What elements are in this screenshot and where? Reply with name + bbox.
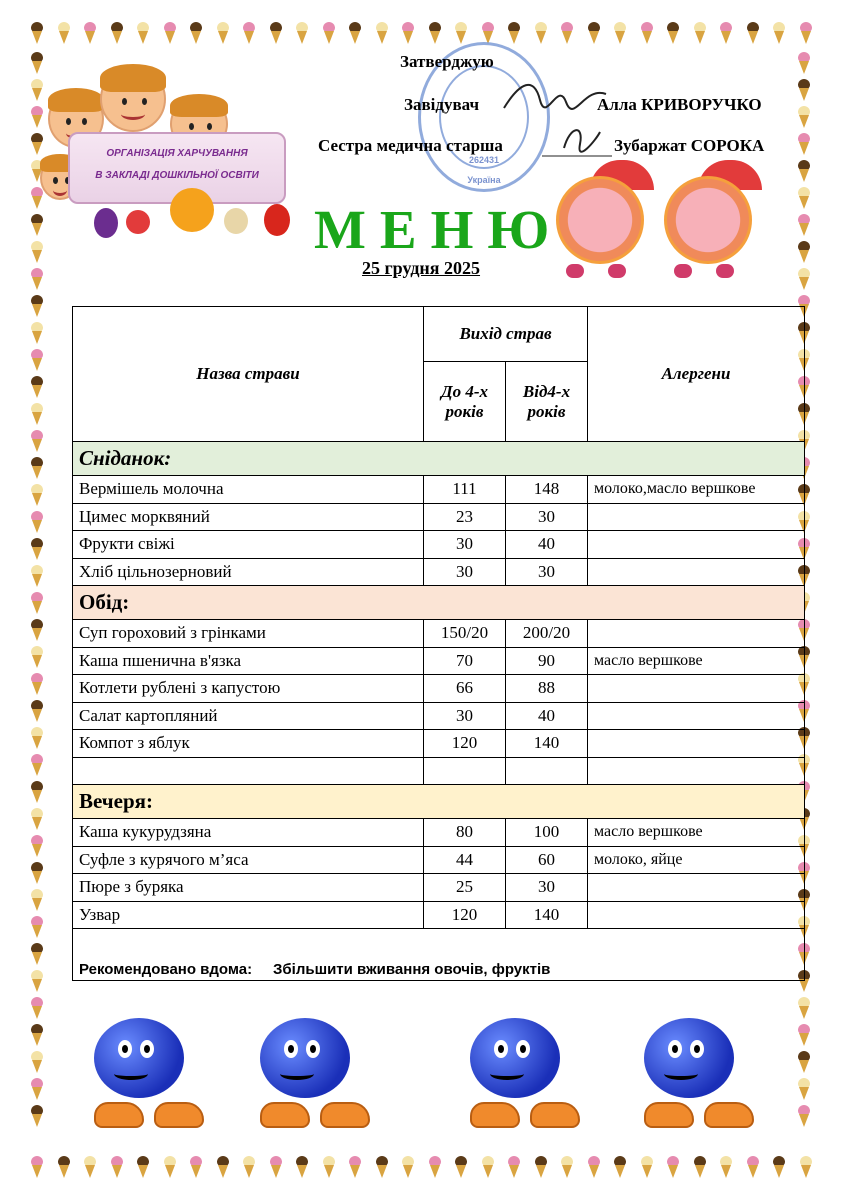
ice-cream-icon [30, 376, 44, 398]
table-row [73, 757, 805, 785]
ice-cream-icon [110, 22, 124, 44]
ice-cream-icon [216, 1156, 230, 1178]
head-name: Алла КРИВОРУЧКО [597, 95, 762, 114]
ice-cream-icon [30, 1105, 44, 1127]
ice-cream-icon [799, 22, 813, 44]
allergens-cell: масло вершкове [588, 819, 805, 847]
under-4-cell [424, 757, 506, 785]
under-4-cell: 30 [424, 558, 506, 586]
ice-cream-icon [428, 22, 442, 44]
under-4-cell: 23 [424, 503, 506, 531]
ice-cream-icon [30, 484, 44, 506]
ice-cream-icon [110, 1156, 124, 1178]
dish-name-cell: Суфле з курячого м’яса [73, 846, 424, 874]
under-4-cell: 25 [424, 874, 506, 902]
ice-cream-icon [534, 1156, 548, 1178]
section-row [73, 442, 805, 476]
head-title: Завідувач [404, 95, 480, 114]
allergens-cell [588, 503, 805, 531]
over-4-cell: 60 [506, 846, 588, 874]
over-4-cell: 30 [506, 558, 588, 586]
allergens-cell: молоко, яйце [588, 846, 805, 874]
menu-title: МЕНЮ [314, 199, 564, 260]
ice-cream-icon [797, 133, 811, 155]
ice-cream-icon [587, 22, 601, 44]
table-row [73, 730, 805, 758]
allergens-cell [588, 730, 805, 758]
allergens-cell: масло вершкове [588, 647, 805, 675]
dish-name-cell [73, 757, 424, 785]
child-face-icon [100, 66, 166, 132]
over-4-cell: 40 [506, 702, 588, 730]
ice-cream-icon [587, 1156, 601, 1178]
ice-cream-icon [640, 1156, 654, 1178]
over-4-cell: 30 [506, 503, 588, 531]
ice-cream-icon [746, 22, 760, 44]
under-4-cell: 120 [424, 901, 506, 929]
blueberry-character-icon [614, 1018, 774, 1128]
section-title: Сніданок: [73, 442, 805, 476]
ice-cream-icon [295, 22, 309, 44]
ice-cream-icon [30, 997, 44, 1019]
ice-cream-icon [295, 1156, 309, 1178]
under-4-cell: 70 [424, 647, 506, 675]
eggplant-icon [94, 208, 118, 238]
ice-cream-icon [746, 1156, 760, 1178]
table-row [73, 819, 805, 847]
nurse-name: Зубаржат СОРОКА [614, 136, 765, 155]
ice-cream-icon [560, 22, 574, 44]
ice-cream-icon [640, 22, 654, 44]
over-4-cell: 140 [506, 901, 588, 929]
dish-name-cell: Цимес морквяний [73, 503, 424, 531]
ice-cream-icon [30, 22, 44, 44]
ice-cream-icon [30, 862, 44, 884]
allergens-cell [588, 702, 805, 730]
ice-cream-icon [30, 943, 44, 965]
ice-cream-icon [83, 22, 97, 44]
ice-cream-icon [454, 22, 468, 44]
column-under-4: До 4-х років [424, 362, 506, 442]
table-row [73, 558, 805, 586]
ice-cream-icon [30, 835, 44, 857]
nurse-signature [540, 118, 614, 162]
over-4-cell: 200/20 [506, 620, 588, 648]
ice-cream-icon [30, 754, 44, 776]
dish-name-cell: Вермішель молочна [73, 476, 424, 504]
ice-cream-icon [797, 1024, 811, 1046]
ice-cream-icon [30, 322, 44, 344]
ice-cream-icon [797, 997, 811, 1019]
ice-cream-icon [719, 22, 733, 44]
over-4-cell: 90 [506, 647, 588, 675]
ice-cream-icon [772, 22, 786, 44]
ice-cream-icon [30, 565, 44, 587]
ice-cream-icon [693, 1156, 707, 1178]
ice-cream-icon [30, 808, 44, 830]
ice-cream-icon [401, 1156, 415, 1178]
ice-cream-icon [797, 1078, 811, 1100]
ice-cream-icon [401, 22, 415, 44]
dish-name-cell: Каша пшенична в'язка [73, 647, 424, 675]
dish-name-cell: Компот з яблук [73, 730, 424, 758]
allergens-cell [588, 901, 805, 929]
under-4-cell: 30 [424, 702, 506, 730]
column-dish-name: Назва страви [73, 307, 424, 442]
organization-line-2: В ЗАКЛАДІ ДОШКІЛЬНОЇ ОСВІТИ [95, 170, 259, 181]
ice-cream-icon [30, 268, 44, 290]
column-output: Вихід страв [424, 307, 588, 362]
allergens-cell [588, 531, 805, 559]
ice-cream-icon [30, 457, 44, 479]
recommendation-row [73, 929, 805, 981]
column-allergens: Алергени [588, 307, 805, 442]
ice-cream-icon [797, 268, 811, 290]
ice-cream-icon [348, 1156, 362, 1178]
ice-cream-icon [375, 22, 389, 44]
dish-name-cell: Пюре з буряка [73, 874, 424, 902]
ice-cream-icon [30, 1024, 44, 1046]
organization-illustration [40, 60, 290, 245]
ice-cream-icon [772, 1156, 786, 1178]
ice-cream-icon [797, 241, 811, 263]
ice-cream-icon [797, 187, 811, 209]
allergens-cell [588, 675, 805, 703]
pepper-icon [264, 204, 290, 236]
table-row [73, 503, 805, 531]
dish-name-cell: Фрукти свіжі [73, 531, 424, 559]
ice-cream-icon [30, 403, 44, 425]
allergens-cell [588, 757, 805, 785]
ice-cream-icon [797, 1105, 811, 1127]
table-row [73, 620, 805, 648]
section-row [73, 785, 805, 819]
allergens-cell [588, 620, 805, 648]
ice-cream-icon [719, 1156, 733, 1178]
ice-cream-icon [797, 1051, 811, 1073]
ice-cream-icon [30, 781, 44, 803]
under-4-cell: 66 [424, 675, 506, 703]
stamp-text-1: Україна [467, 175, 501, 185]
ice-cream-icon [216, 22, 230, 44]
section-title: Вечеря: [73, 785, 805, 819]
recommendation-label: Рекомендовано вдома: [79, 961, 253, 978]
under-4-cell: 150/20 [424, 620, 506, 648]
grapefruit-character-icon [552, 166, 652, 278]
ice-cream-icon [57, 1156, 71, 1178]
table-row [73, 702, 805, 730]
over-4-cell: 140 [506, 730, 588, 758]
ice-cream-icon [242, 22, 256, 44]
dish-name-cell: Салат картопляний [73, 702, 424, 730]
recommendation-text: Збільшити вживання овочів, фруктів [272, 961, 551, 978]
dish-name-cell: Каша кукурудзяна [73, 819, 424, 847]
ice-cream-icon [57, 22, 71, 44]
column-over-4: Від4-х років [506, 362, 588, 442]
ice-cream-icon [30, 727, 44, 749]
under-4-cell: 80 [424, 819, 506, 847]
dish-name-cell: Суп гороховий з грінками [73, 620, 424, 648]
ice-cream-icon [30, 538, 44, 560]
ice-cream-icon [30, 1078, 44, 1100]
ice-cream-icon [30, 430, 44, 452]
under-4-cell: 120 [424, 730, 506, 758]
ice-cream-icon [163, 1156, 177, 1178]
ice-cream-icon [30, 673, 44, 695]
ice-cream-icon [30, 1051, 44, 1073]
ice-cream-icon [30, 916, 44, 938]
dish-name-cell: Котлети рублені з капустою [73, 675, 424, 703]
ice-cream-icon [454, 1156, 468, 1178]
ice-cream-icon [189, 1156, 203, 1178]
allergens-cell [588, 874, 805, 902]
stamp-text-2: 262431 [468, 155, 500, 165]
ice-cream-icon [136, 1156, 150, 1178]
table-row [73, 476, 805, 504]
ice-cream-icon [30, 1156, 44, 1178]
dish-name-cell: Узвар [73, 901, 424, 929]
ice-cream-icon [30, 889, 44, 911]
over-4-cell: 40 [506, 531, 588, 559]
ice-cream-icon [30, 349, 44, 371]
ice-cream-icon [693, 22, 707, 44]
ice-cream-icon [534, 22, 548, 44]
ice-cream-icon [666, 22, 680, 44]
organization-line-1: ОРГАНІЗАЦІЯ ХАРЧУВАННЯ [106, 148, 248, 159]
ice-cream-icon [269, 1156, 283, 1178]
over-4-cell: 100 [506, 819, 588, 847]
ice-cream-icon [348, 22, 362, 44]
nurse-title: Сестра медична старша [318, 136, 503, 155]
menu-table [72, 306, 805, 981]
ice-cream-icon [797, 106, 811, 128]
ice-cream-icon [30, 700, 44, 722]
over-4-cell: 88 [506, 675, 588, 703]
ice-cream-icon [481, 1156, 495, 1178]
menu-date: 25 грудня 2025 [362, 258, 481, 278]
ice-cream-icon [163, 22, 177, 44]
ice-cream-icon [797, 52, 811, 74]
table-row [73, 901, 805, 929]
ice-cream-icon [322, 22, 336, 44]
section-title: Обід: [73, 586, 805, 620]
ice-cream-icon [481, 22, 495, 44]
blueberry-character-icon [230, 1018, 390, 1128]
under-4-cell: 111 [424, 476, 506, 504]
ice-cream-icon [30, 592, 44, 614]
ice-cream-icon [560, 1156, 574, 1178]
orange-icon [170, 188, 214, 232]
ice-cream-icon [269, 22, 283, 44]
ice-cream-icon [30, 295, 44, 317]
ice-cream-icon [797, 214, 811, 236]
blueberry-character-icon [64, 1018, 224, 1128]
recommendation-cell [73, 929, 805, 981]
ice-cream-icon [83, 1156, 97, 1178]
ice-cream-icon [666, 1156, 680, 1178]
ice-cream-icon [507, 1156, 521, 1178]
ice-cream-icon [189, 22, 203, 44]
ice-cream-icon [613, 22, 627, 44]
ice-cream-icon [136, 22, 150, 44]
grapefruit-character-icon [660, 166, 760, 278]
ice-cream-icon [797, 79, 811, 101]
table-row [73, 874, 805, 902]
approve-label: Затверджую [400, 52, 494, 71]
under-4-cell: 44 [424, 846, 506, 874]
ice-cream-icon [30, 970, 44, 992]
under-4-cell: 30 [424, 531, 506, 559]
blueberry-character-icon [440, 1018, 600, 1128]
ice-cream-icon [30, 646, 44, 668]
menu-body [73, 442, 805, 929]
ice-cream-icon [507, 22, 521, 44]
tomato-icon [126, 210, 150, 234]
ice-cream-icon [242, 1156, 256, 1178]
allergens-cell: молоко,масло вершкове [588, 476, 805, 504]
over-4-cell: 30 [506, 874, 588, 902]
over-4-cell [506, 757, 588, 785]
over-4-cell: 148 [506, 476, 588, 504]
ice-cream-icon [613, 1156, 627, 1178]
ice-cream-icon [375, 1156, 389, 1178]
potato-icon [224, 208, 248, 234]
table-row [73, 531, 805, 559]
ice-cream-icon [322, 1156, 336, 1178]
table-row [73, 675, 805, 703]
ice-cream-icon [30, 511, 44, 533]
table-row [73, 647, 805, 675]
ice-cream-icon [799, 1156, 813, 1178]
table-row [73, 846, 805, 874]
ice-cream-icon [428, 1156, 442, 1178]
head-signature [500, 72, 610, 118]
section-row [73, 586, 805, 620]
dish-name-cell: Хліб цільнозерновий [73, 558, 424, 586]
ice-cream-icon [30, 619, 44, 641]
ice-cream-icon [797, 160, 811, 182]
allergens-cell [588, 558, 805, 586]
